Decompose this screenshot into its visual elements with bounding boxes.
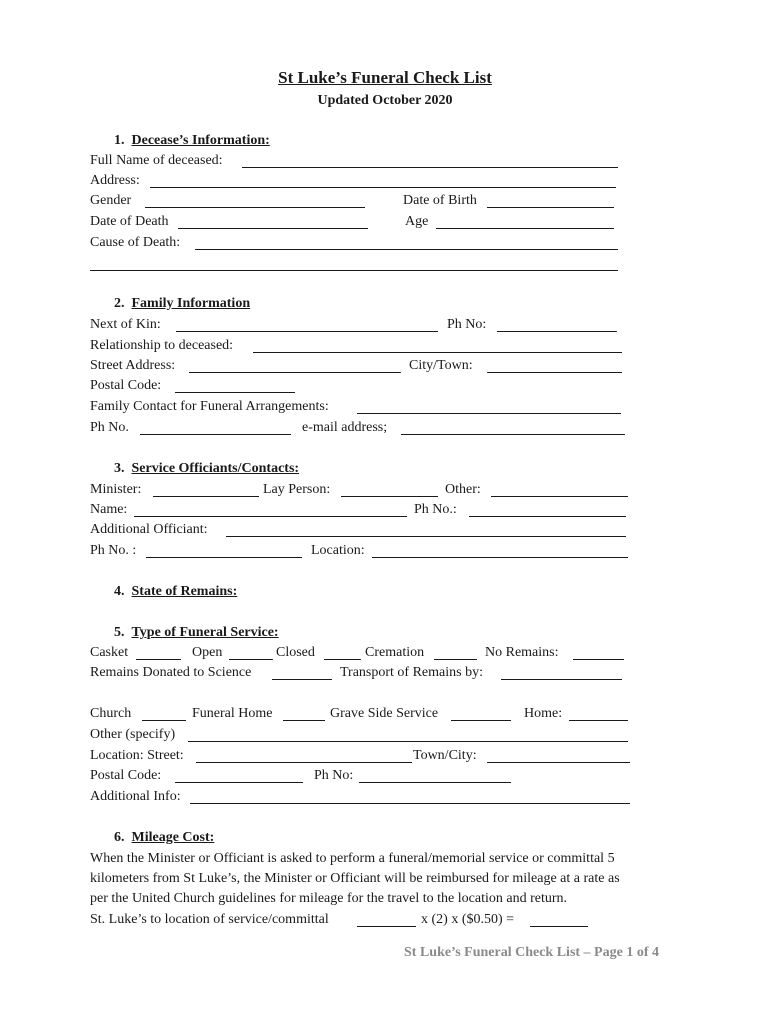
additional-officiant-field[interactable] <box>226 536 626 537</box>
family-phone-label: Ph No. <box>90 420 129 435</box>
no-remains-field[interactable] <box>573 659 624 660</box>
town-city-field[interactable] <box>487 762 630 763</box>
section-6-heading <box>114 829 214 847</box>
service-phone-field[interactable] <box>359 782 511 783</box>
street-address-field[interactable] <box>189 372 401 373</box>
church-label: Church <box>90 706 132 721</box>
gender-field[interactable] <box>145 207 365 208</box>
section-title: Decease’s Information: <box>131 133 270 148</box>
funeral-home-field[interactable] <box>283 720 325 721</box>
family-phone-field[interactable] <box>140 434 291 435</box>
minister-field[interactable] <box>153 496 259 497</box>
additional-info-label: Additional Info: <box>90 789 181 804</box>
home-label: Home: <box>524 706 563 721</box>
cremation-field[interactable] <box>434 659 477 660</box>
address-label: Address: <box>90 173 140 188</box>
section-number: 2. <box>114 296 125 311</box>
casket-field[interactable] <box>136 659 181 660</box>
street-address-label: Street Address: <box>90 358 176 373</box>
mileage-total-field[interactable] <box>530 926 588 927</box>
city-town-label: City/Town: <box>409 358 473 373</box>
minister-label: Minister: <box>90 482 142 497</box>
postal-code-field[interactable] <box>175 392 295 393</box>
section-number: 3. <box>114 461 125 476</box>
section-number: 4. <box>114 584 125 599</box>
remains-donated-field[interactable] <box>272 679 332 680</box>
location-street-field[interactable] <box>196 762 412 763</box>
cremation-label: Cremation <box>365 645 425 660</box>
full-name-field[interactable] <box>242 167 618 168</box>
additional-info-field[interactable] <box>190 803 630 804</box>
other-officiant-label: Other: <box>445 482 481 497</box>
dob-field[interactable] <box>487 207 614 208</box>
additional-phone-field[interactable] <box>146 557 302 558</box>
home-field[interactable] <box>569 720 628 721</box>
kin-phone-field[interactable] <box>497 331 617 332</box>
lay-person-label: Lay Person: <box>263 482 331 497</box>
dob-label: Date of Birth <box>403 193 477 208</box>
town-city-label: Town/City: <box>413 748 477 763</box>
other-specify-label: Other (specify) <box>90 727 176 742</box>
dod-label: Date of Death <box>90 214 169 229</box>
dod-field[interactable] <box>178 228 368 229</box>
email-label: e-mail address; <box>302 420 388 435</box>
mileage-paragraph-line-3: per the United Church guidelines for mileage for the travel to the location and return. <box>90 891 568 906</box>
address-field[interactable] <box>150 187 616 188</box>
age-label: Age <box>405 214 429 229</box>
cause-field-line-2[interactable] <box>90 270 618 271</box>
page-footer: St Luke’s Funeral Check List – Page 1 of 4 <box>404 945 659 960</box>
officiant-phone-label: Ph No.: <box>414 502 457 517</box>
church-field[interactable] <box>142 720 186 721</box>
family-contact-field[interactable] <box>357 413 621 414</box>
section-3-heading <box>114 460 299 478</box>
next-of-kin-label: Next of Kin: <box>90 317 161 332</box>
relationship-field[interactable] <box>253 352 622 353</box>
mileage-paragraph-line-2: kilometers from St Luke’s, the Minister or Officiant will be reimbursed for mileage at a rate as <box>90 871 620 886</box>
transport-field[interactable] <box>501 679 622 680</box>
officiant-name-field[interactable] <box>134 516 407 517</box>
section-4-heading <box>114 583 237 601</box>
cause-label: Cause of Death: <box>90 235 181 250</box>
family-contact-label: Family Contact for Funeral Arrangements: <box>90 399 329 414</box>
section-number: 6. <box>114 830 125 845</box>
casket-label: Casket <box>90 645 129 660</box>
additional-officiant-label: Additional Officiant: <box>90 522 208 537</box>
section-number: 1. <box>114 133 125 148</box>
cause-field[interactable] <box>195 249 618 250</box>
gender-label: Gender <box>90 193 132 208</box>
email-field[interactable] <box>401 434 625 435</box>
grave-side-field[interactable] <box>451 720 511 721</box>
mileage-calc-label: St. Luke’s to location of service/committal <box>90 912 329 927</box>
service-postal-field[interactable] <box>175 782 303 783</box>
location-field[interactable] <box>372 557 628 558</box>
section-2-heading <box>114 295 250 313</box>
page-title: St Luke’s Funeral Check List <box>278 68 492 87</box>
open-label: Open <box>192 645 223 660</box>
section-number: 5. <box>114 625 125 640</box>
section-title: Service Officiants/Contacts: <box>131 461 300 476</box>
funeral-home-label: Funeral Home <box>192 706 273 721</box>
service-postal-label: Postal Code: <box>90 768 162 783</box>
section-1-heading <box>114 132 270 150</box>
other-officiant-field[interactable] <box>491 496 628 497</box>
other-specify-field[interactable] <box>188 741 628 742</box>
lay-person-field[interactable] <box>341 496 438 497</box>
closed-field[interactable] <box>324 659 361 660</box>
age-field[interactable] <box>436 228 614 229</box>
section-title: Family Information <box>131 296 251 311</box>
officiant-name-label: Name: <box>90 502 128 517</box>
mileage-distance-field[interactable] <box>357 926 416 927</box>
section-title: Type of Funeral Service: <box>131 625 279 640</box>
full-name-label: Full Name of deceased: <box>90 153 223 168</box>
officiant-phone-field[interactable] <box>469 516 626 517</box>
kin-phone-label: Ph No: <box>447 317 487 332</box>
additional-phone-label: Ph No. : <box>90 543 137 558</box>
city-town-field[interactable] <box>487 372 622 373</box>
postal-code-label: Postal Code: <box>90 378 162 393</box>
next-of-kin-field[interactable] <box>176 331 438 332</box>
relationship-label: Relationship to deceased: <box>90 338 234 353</box>
mileage-calc-formula: x (2) x ($0.50) = <box>421 912 515 927</box>
closed-label: Closed <box>276 645 315 660</box>
section-title: Mileage Cost: <box>131 830 215 845</box>
mileage-paragraph-line-1: When the Minister or Officiant is asked to perform a funeral/memorial service or committal 5 <box>90 851 615 866</box>
page-subtitle: Updated October 2020 <box>317 93 453 108</box>
transport-label: Transport of Remains by: <box>340 665 483 680</box>
grave-side-label: Grave Side Service <box>330 706 439 721</box>
remains-donated-label: Remains Donated to Science <box>90 665 252 680</box>
location-label: Location: <box>311 543 365 558</box>
service-phone-label: Ph No: <box>314 768 354 783</box>
section-title: State of Remains: <box>131 584 238 599</box>
location-street-label: Location: Street: <box>90 748 184 763</box>
section-5-heading <box>114 624 279 642</box>
no-remains-label: No Remains: <box>485 645 559 660</box>
open-field[interactable] <box>229 659 273 660</box>
